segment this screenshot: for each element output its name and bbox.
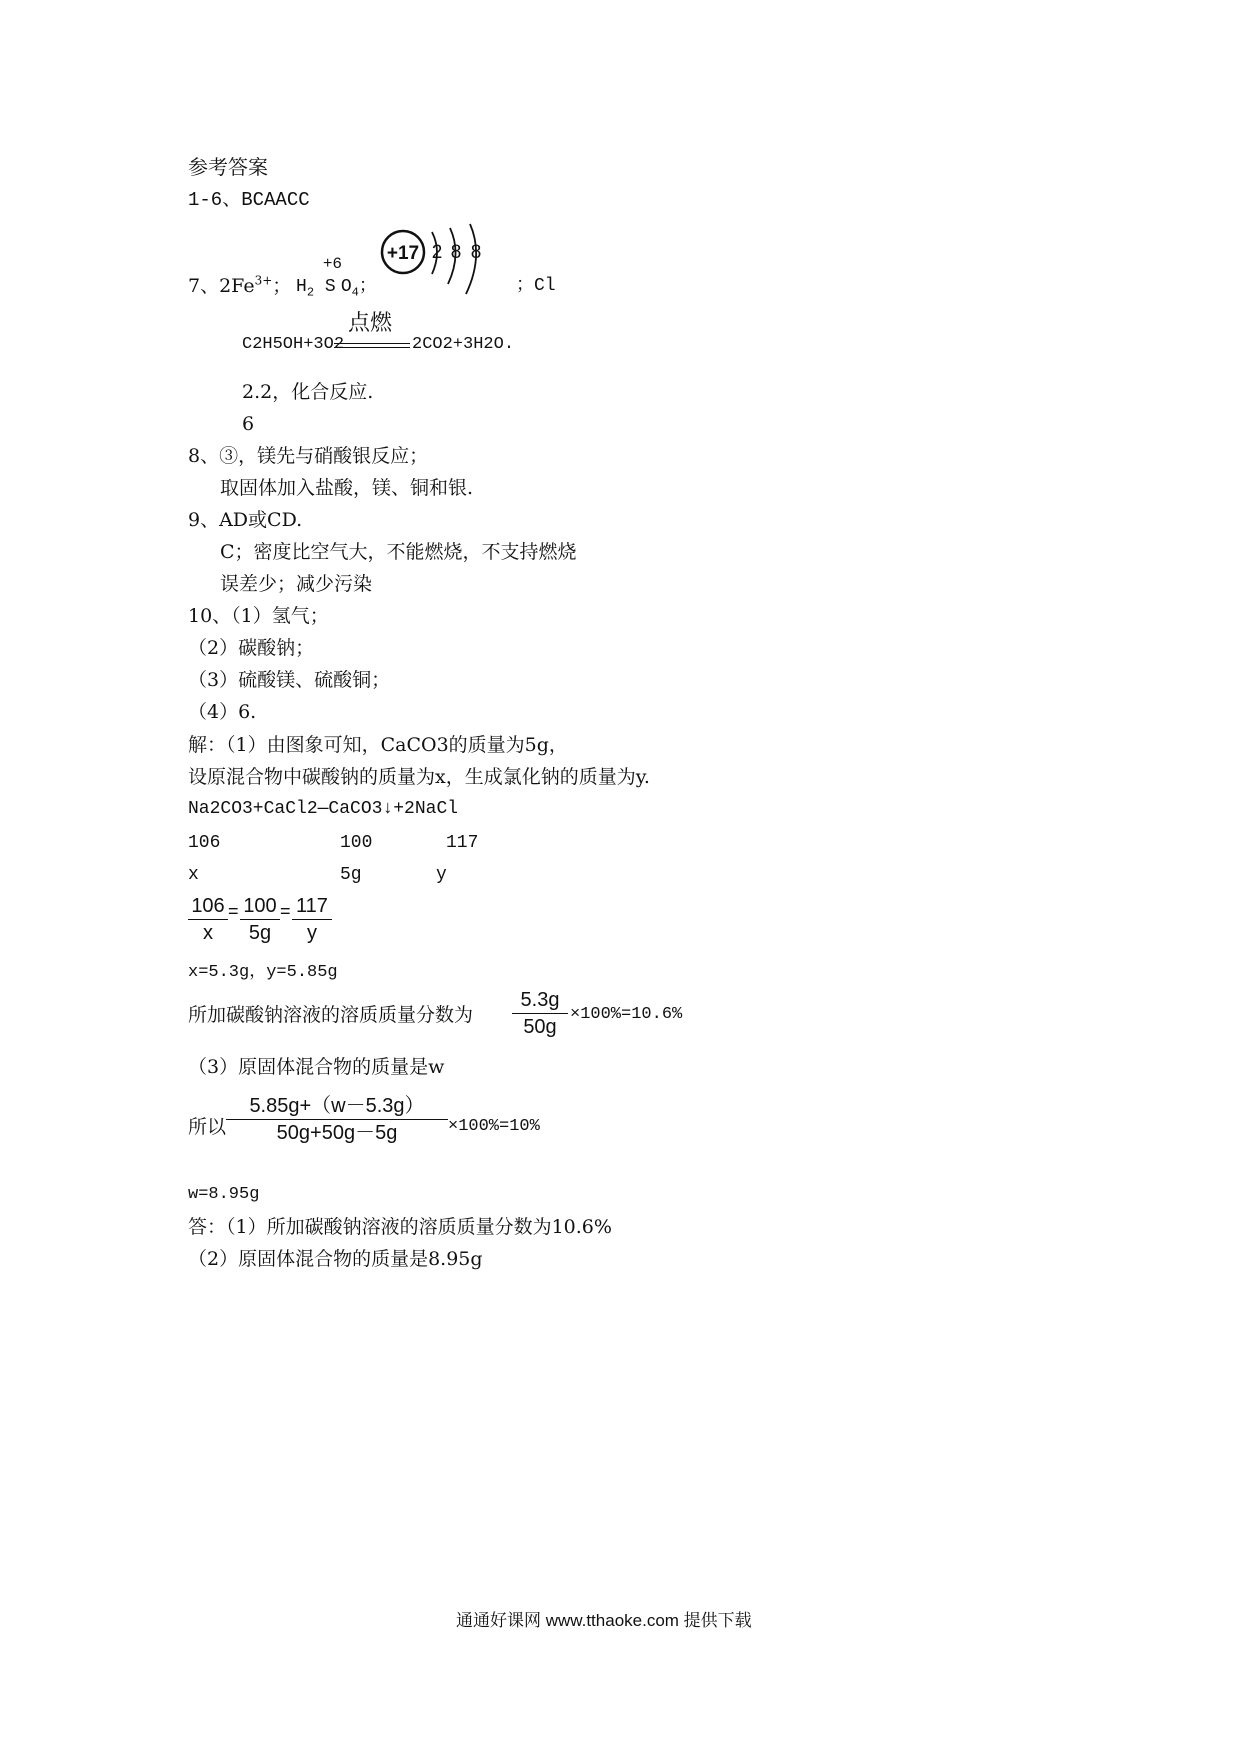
h2so4-formula: [296, 255, 377, 300]
answer-10-line3: （3）硫酸镁、硫酸铜；: [188, 669, 391, 691]
frac2: [226, 1096, 448, 1143]
mass-nacl: 117: [446, 833, 479, 853]
var-x: x: [188, 865, 199, 885]
reaction-equation: Na2CO3+CaCl2—CaCO3↓+2NaCl: [188, 799, 459, 819]
ratio-den-3: y: [307, 922, 317, 944]
chlorine-symbol: ；Cl: [516, 276, 556, 296]
ratio-frac-3: [292, 896, 332, 943]
ratio-num-1: 106: [191, 895, 225, 917]
answer-final-1: 答：（1）所加碳酸钠溶液的溶质质量分数为10.6%: [188, 1216, 612, 1238]
chlorine-atom-diagram: [378, 222, 488, 300]
shell-1-count: 2: [431, 242, 443, 263]
answer-10-line1: 10、（1）氢气；: [188, 605, 329, 627]
result-w: w=8.95g: [188, 1185, 260, 1204]
ratio-eq-1: =: [228, 901, 239, 921]
answer-10-line4: （4）6.: [188, 701, 257, 723]
answer-9-line3: 误差少；减少污染: [220, 573, 373, 595]
answer-final-2: （2）原固体混合物的质量是8.95g: [188, 1248, 483, 1270]
h2so4-h: H: [296, 277, 307, 297]
frac1: [512, 990, 568, 1037]
answer-1-6: 1-6、BCAACC: [188, 189, 310, 211]
mass-caco3: 100: [340, 833, 373, 853]
answer-8-line1: 8、③，镁先与硝酸银反应；: [188, 445, 429, 467]
result-xy: x=5.3g，y=5.85g: [188, 963, 338, 982]
eq-left: C2H5OH+3O2: [242, 335, 345, 354]
answer-7-line2: 2.2，化合反应.: [242, 381, 374, 403]
ratio-num-2: 100: [243, 895, 277, 917]
frac1-den: 50g: [523, 1016, 557, 1038]
page-title: 参考答案: [188, 155, 268, 179]
frac1-suffix: ×100%=10.6%: [570, 1005, 683, 1024]
q7-lead: 7、2Fe: [188, 275, 255, 297]
shell-2-count: 8: [450, 242, 462, 263]
answer-9-line1: 9、AD或CD.: [188, 509, 303, 531]
nucleus-charge: +17: [386, 243, 420, 264]
q7-sep2: ；: [358, 277, 377, 297]
eq-right: 2CO2+3H2O.: [412, 335, 515, 354]
s-valence: +6: [322, 255, 343, 273]
solution-line1: 解：（1）由图象可知，CaCO3的质量为5g，: [188, 734, 568, 756]
frac2-num: 5.85g+（w－5.3g）: [249, 1095, 425, 1117]
mass-na2co3: 106: [188, 833, 221, 853]
eq-arrow-line-top: [334, 343, 410, 344]
page-footer: 通通好课网 www.tthaoke.com 提供下载: [456, 1611, 752, 1630]
frac2-suffix: ×100%=10%: [448, 1117, 540, 1136]
ratio-num-3: 117: [296, 895, 328, 917]
answer-8-line2: 取固体加入盐酸，镁、铜和银.: [220, 477, 474, 499]
answer-7-line3: 6: [242, 413, 255, 435]
eq-condition: 点燃: [348, 310, 393, 335]
ratio-eq-2: =: [280, 901, 291, 921]
var-5g: 5g: [340, 865, 362, 885]
h2so4-h-sub: 2: [306, 285, 315, 300]
ratio-frac-2: [240, 896, 280, 943]
fe-charge: 3+: [254, 273, 273, 288]
s-symbol: S: [324, 277, 336, 297]
var-y: y: [436, 865, 447, 885]
answer-9-line2: C；密度比空气大，不能燃烧，不支持燃烧: [220, 541, 577, 563]
ratio-den-2: 5g: [248, 922, 272, 944]
answer-7-line1: [188, 273, 292, 297]
h2so4-o-sub: 4: [351, 285, 359, 300]
ratio-frac-1: [188, 896, 228, 943]
frac2-prefix: 所以: [188, 1116, 227, 1138]
ratio-den-1: x: [203, 922, 213, 944]
solution-line2: 设原混合物中碳酸钠的质量为x，生成氯化钠的质量为y.: [188, 766, 650, 788]
solution-line-w: （3）原固体混合物的质量是w: [188, 1056, 445, 1078]
h2so4-o: O: [340, 277, 352, 297]
shell-3-count: 8: [470, 242, 482, 263]
frac2-den: 50g+50g－5g: [276, 1122, 398, 1144]
eq-arrow-line-bottom: [334, 347, 410, 348]
frac1-num: 5.3g: [520, 989, 560, 1011]
q7-sep1: ；: [272, 275, 292, 297]
answer-10-line2: （2）碳酸钠；: [188, 637, 315, 659]
frac1-prefix: 所加碳酸钠溶液的溶质质量分数为: [188, 1004, 474, 1026]
